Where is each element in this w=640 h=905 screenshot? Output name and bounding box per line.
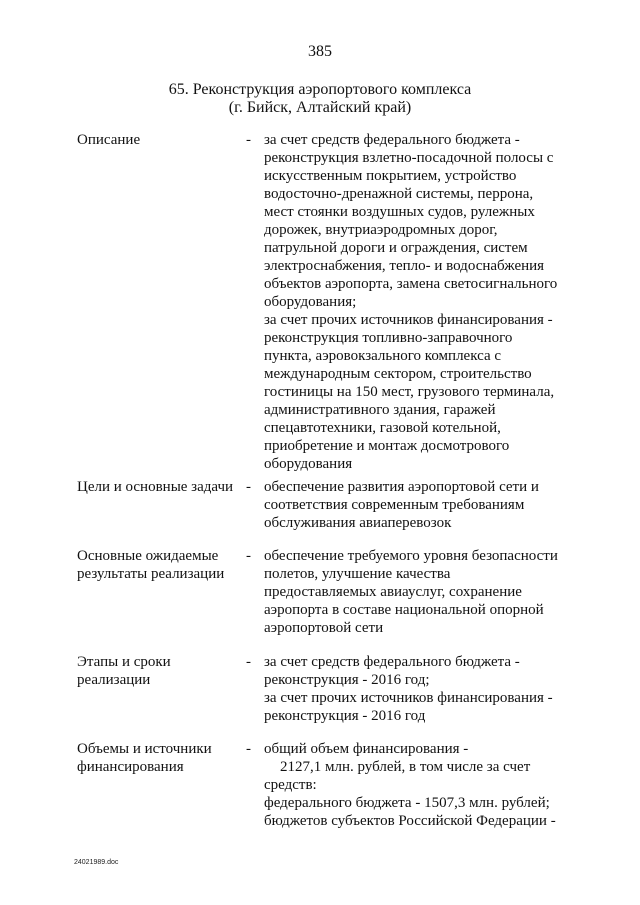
content-line: полетов, улучшение качества: [264, 566, 451, 582]
content-line: электроснабжения, тепло- и водоснабжения: [264, 258, 545, 274]
footer-filename: 24021989.doc: [74, 859, 119, 866]
content-line: реконструкция топливно-заправочного: [264, 330, 513, 346]
row-content: [264, 547, 584, 637]
content-line: гостиницы на 150 мест, грузового терминала,: [264, 384, 555, 400]
row-content: [264, 478, 584, 532]
content-line: общий объем финансирования -: [264, 741, 469, 757]
document-title: [0, 81, 640, 117]
row-dash: -: [246, 479, 251, 495]
row-label-line: Описание: [77, 132, 141, 148]
row-content: [264, 131, 584, 473]
row-dash: -: [246, 548, 251, 564]
content-line: международным сектором, строительство: [264, 366, 532, 382]
row-label: [77, 740, 242, 776]
content-line: патрульной дороги и ограждения, систем: [264, 240, 528, 256]
content-line: спецавтотехники, газовой котельной,: [264, 420, 501, 436]
content-line: объектов аэропорта, замена светосигнального: [264, 276, 558, 292]
row-dash: -: [246, 741, 251, 757]
content-line: аэропортовой сети: [264, 620, 384, 636]
content-line: за счет прочих источников финансирования -: [264, 312, 553, 328]
content-line: за счет прочих источников финансирования -: [264, 690, 553, 706]
document-title-line-2: (г. Бийск, Алтайский край): [228, 99, 412, 116]
row-label: [77, 653, 242, 689]
content-line: административного здания, гаражей: [264, 402, 496, 418]
row-dash: -: [246, 654, 251, 670]
content-line: за счет средств федерального бюджета -: [264, 132, 520, 148]
row-label-line: Этапы и сроки: [77, 654, 171, 670]
content-line: пункта, аэровокзального комплекса с: [264, 348, 502, 364]
content-line: за счет средств федерального бюджета -: [264, 654, 520, 670]
content-line: средств:: [264, 777, 317, 793]
row-label-line: результаты реализации: [77, 566, 225, 582]
content-line: обеспечение требуемого уровня безопасности: [264, 548, 558, 564]
content-line: дорожек, внутриаэродромных дорог,: [264, 222, 498, 238]
content-line: приобретение и монтаж досмотрового: [264, 438, 510, 454]
row-label: [77, 478, 242, 496]
row-label: [77, 131, 242, 149]
row-label-line: Основные ожидаемые: [77, 548, 219, 564]
content-line: мест стоянки воздушных судов, рулежных: [264, 204, 535, 220]
content-line: обслуживания авиаперевозок: [264, 515, 452, 531]
row-label-line: Объемы и источники: [77, 741, 212, 757]
content-line: 2127,1 млн. рублей, в том числе за счет: [280, 759, 531, 775]
row-label-line: финансирования: [77, 759, 184, 775]
content-line: бюджетов субъектов Российской Федерации -: [264, 813, 556, 829]
row-label-line: реализации: [77, 672, 151, 688]
content-line: оборудования: [264, 456, 353, 472]
content-line: обеспечение развития аэропортовой сети и: [264, 479, 539, 495]
content-line: аэропорта в составе национальной опорной: [264, 602, 544, 618]
content-line: предоставляемых авиауслуг, сохранение: [264, 584, 522, 600]
content-line: реконструкция - 2016 год;: [264, 672, 430, 688]
row-content: [264, 740, 584, 830]
content-line: федерального бюджета - 1507,3 млн. рублей;: [264, 795, 550, 811]
row-content: [264, 653, 584, 725]
content-line: искусственным покрытием, устройство: [264, 168, 517, 184]
content-line: реконструкция взлетно-посадочной полосы с: [264, 150, 554, 166]
row-label-line: Цели и основные задачи: [77, 479, 234, 495]
row-dash: -: [246, 132, 251, 148]
row-label: [77, 547, 242, 583]
content-line: оборудования;: [264, 294, 357, 310]
page-number: 385: [308, 43, 332, 60]
document-title-line-1: 65. Реконструкция аэропортового комплекса: [168, 81, 472, 98]
content-line: реконструкция - 2016 год: [264, 708, 426, 724]
content-line: соответствия современным требованиям: [264, 497, 525, 513]
content-line: водосточно-дренажной системы, перрона,: [264, 186, 534, 202]
